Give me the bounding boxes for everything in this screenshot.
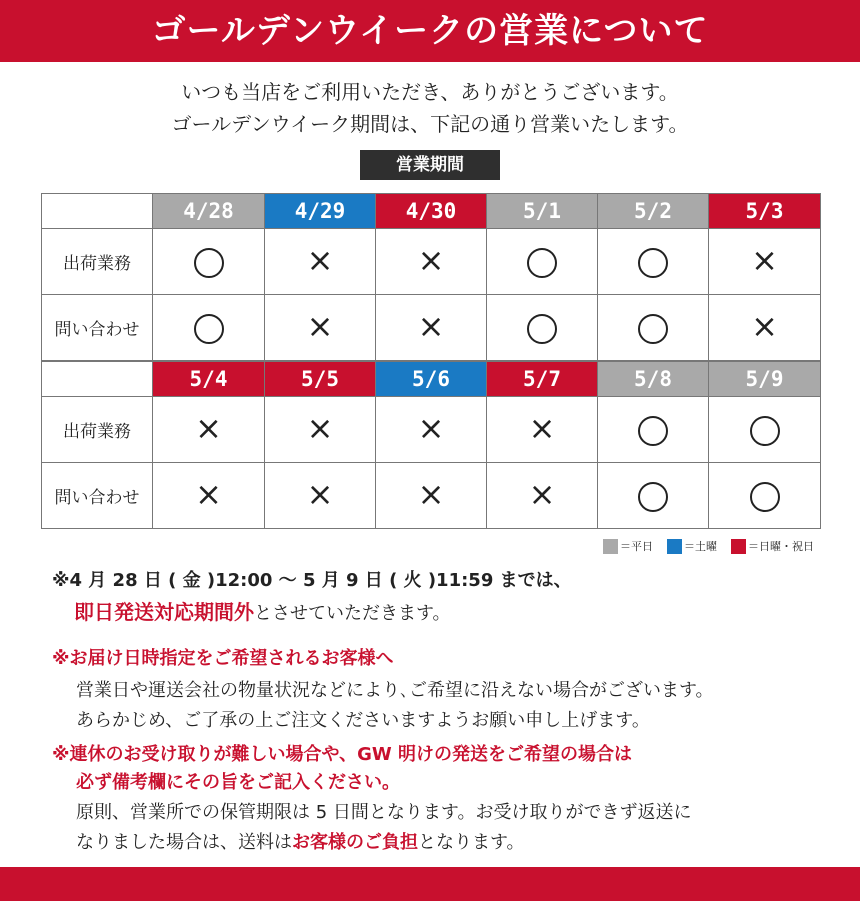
legend-saturday: ＝土曜	[667, 538, 717, 554]
note-delivery-line2: あらかじめ、ご了承の上ご注文くださいますようお願い申し上げます。	[76, 710, 650, 731]
inquiry-status-5-8	[598, 463, 709, 529]
date-header-5-4: 5/4	[153, 362, 265, 397]
open-circle-icon	[638, 482, 668, 512]
legend-holiday: ＝日曜・祝日	[731, 538, 814, 554]
row-label-inquiry: 問い合わせ	[42, 463, 153, 529]
schedule-table-week2	[41, 361, 821, 529]
note-delivery-heading: ※お届け日時指定をご希望されるお客様へ	[52, 648, 394, 669]
date-header-5-7: 5/7	[487, 362, 598, 397]
schedule-table-week1	[41, 193, 821, 361]
shipping-status-5-5	[265, 397, 376, 463]
inquiry-status-5-1	[487, 295, 598, 361]
note-delivery-date	[52, 644, 714, 732]
date-header-5-6: 5/6	[376, 362, 487, 397]
business-period-badge: 営業期間	[360, 150, 500, 180]
closed-cross-icon: ×	[306, 409, 334, 447]
closed-cross-icon: ×	[306, 475, 334, 513]
note-pickup-heading1: ※連休のお受け取りが難しい場合や、GW 明けの発送をご希望の場合は	[52, 744, 633, 765]
inquiry-status-5-5	[265, 463, 376, 529]
inquiry-status-4-29	[265, 295, 376, 361]
note-period-line2: 即日発送対応期間外とさせていただきます。	[74, 600, 451, 624]
saturday-swatch	[667, 539, 682, 554]
holiday-swatch	[731, 539, 746, 554]
shipping-status-5-1	[487, 229, 598, 295]
closed-cross-icon: ×	[528, 409, 556, 447]
table-row-inquiry	[42, 295, 821, 361]
open-circle-icon	[638, 248, 668, 278]
legend-weekday: ＝平日	[603, 538, 653, 554]
table-row-inquiry	[42, 463, 821, 529]
note-delivery-line1: 営業日や運送会社の物量状況などにより､ご希望に沿えない場合がございます。	[76, 680, 714, 701]
inquiry-status-5-9	[709, 463, 821, 529]
row-label-shipping: 出荷業務	[42, 397, 153, 463]
date-header-5-1: 5/1	[487, 194, 598, 229]
open-circle-icon	[638, 416, 668, 446]
open-circle-icon	[194, 314, 224, 344]
open-circle-icon	[527, 248, 557, 278]
date-header-4-29: 4/29	[265, 194, 376, 229]
closed-cross-icon: ×	[417, 475, 445, 513]
closed-cross-icon: ×	[306, 307, 334, 345]
shipping-status-5-7	[487, 397, 598, 463]
header-blank-cell	[42, 362, 153, 397]
inquiry-status-5-6	[376, 463, 487, 529]
shipping-status-4-28	[153, 229, 265, 295]
shipping-status-4-29	[265, 229, 376, 295]
header-blank-cell	[42, 194, 153, 229]
date-header-5-2: 5/2	[598, 194, 709, 229]
closed-cross-icon: ×	[417, 307, 445, 345]
note-pickup-line1: 原則、営業所での保管期限は 5 日間となります。お受け取りができず返送に	[76, 802, 692, 823]
table-row-shipping	[42, 229, 821, 295]
page-title: ゴールデンウイークの営業について	[0, 0, 860, 62]
shipping-status-5-4	[153, 397, 265, 463]
closed-cross-icon: ×	[417, 241, 445, 279]
note-holiday-pickup	[52, 740, 691, 854]
inquiry-status-5-3	[709, 295, 821, 361]
inquiry-status-4-30	[376, 295, 487, 361]
shipping-status-5-3	[709, 229, 821, 295]
open-circle-icon	[750, 416, 780, 446]
inquiry-status-4-28	[153, 295, 265, 361]
inquiry-status-5-2	[598, 295, 709, 361]
row-label-shipping: 出荷業務	[42, 229, 153, 295]
closed-cross-icon: ×	[306, 241, 334, 279]
open-circle-icon	[750, 482, 780, 512]
date-header-4-30: 4/30	[376, 194, 487, 229]
closed-cross-icon: ×	[751, 307, 778, 345]
shipping-status-4-30	[376, 229, 487, 295]
shipping-status-5-8	[598, 397, 709, 463]
shipping-status-5-2	[598, 229, 709, 295]
note-period	[52, 566, 572, 625]
row-label-inquiry: 問い合わせ	[42, 295, 153, 361]
closed-cross-icon: ×	[417, 409, 445, 447]
date-header-5-5: 5/5	[265, 362, 376, 397]
shipping-status-5-6	[376, 397, 487, 463]
date-header-5-8: 5/8	[598, 362, 709, 397]
inquiry-status-5-7	[487, 463, 598, 529]
closed-cross-icon: ×	[528, 475, 556, 513]
inquiry-status-5-4	[153, 463, 265, 529]
date-header-5-3: 5/3	[709, 194, 821, 229]
intro-line-2: ゴールデンウイーク期間は、下記の通り営業いたします。	[171, 112, 689, 136]
footer-bar	[0, 867, 860, 901]
table-row-shipping	[42, 397, 821, 463]
closed-cross-icon: ×	[751, 241, 778, 279]
shipping-status-5-9	[709, 397, 821, 463]
open-circle-icon	[638, 314, 668, 344]
note-pickup-heading2: 必ず備考欄にその旨をご記入ください。	[76, 772, 400, 793]
open-circle-icon	[527, 314, 557, 344]
closed-cross-icon: ×	[195, 409, 222, 447]
open-circle-icon	[194, 248, 224, 278]
color-legend	[603, 538, 814, 554]
intro-line-1: いつも当店をご利用いただき、ありがとうございます。	[181, 80, 679, 104]
note-period-line1: ※4 月 28 日 ( 金 )12:00 ～ 5 月 9 日 ( 火 )11:59 までは、	[52, 570, 572, 591]
note-pickup-line2: なりました場合は、送料はお客様のご負担となります。	[76, 832, 525, 853]
date-header-5-9: 5/9	[709, 362, 821, 397]
closed-cross-icon: ×	[195, 475, 222, 513]
same-day-shipping-excluded: 即日発送対応期間外	[74, 600, 254, 624]
date-header-4-28: 4/28	[153, 194, 265, 229]
weekday-swatch	[603, 539, 618, 554]
